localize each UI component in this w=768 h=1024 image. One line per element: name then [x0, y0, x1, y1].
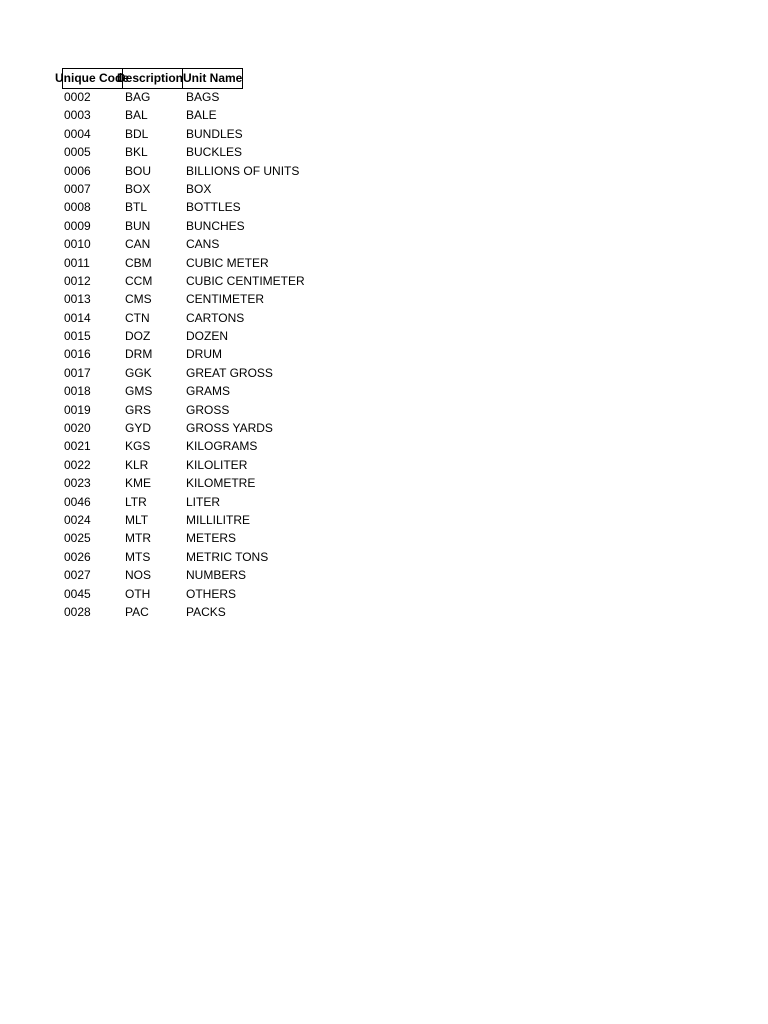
cell-unique-code[interactable]: 0009: [64, 218, 91, 233]
cell-description[interactable]: BOX: [125, 181, 151, 196]
table-row: [62, 217, 309, 235]
cell-unique-code[interactable]: 0015: [64, 329, 91, 344]
cell-description[interactable]: PAC: [125, 604, 149, 619]
cell-unique-code[interactable]: 0019: [64, 402, 91, 417]
table-row: [62, 345, 309, 363]
header-description[interactable]: Description: [122, 68, 183, 89]
cell-unit-name[interactable]: BILLIONS OF UNITS: [186, 163, 300, 178]
cell-description[interactable]: BDL: [125, 126, 149, 141]
cell-unique-code[interactable]: 0025: [64, 531, 91, 546]
table-row: [62, 235, 309, 253]
cell-unit-name[interactable]: CANS: [186, 237, 220, 252]
cell-unit-name[interactable]: CARTONS: [186, 310, 245, 325]
cell-unique-code[interactable]: 0026: [64, 549, 91, 564]
cell-unit-name[interactable]: BUNDLES: [186, 126, 243, 141]
cell-unique-code[interactable]: 0006: [64, 163, 91, 178]
cell-description[interactable]: BOU: [125, 163, 152, 178]
cell-unique-code[interactable]: 0028: [64, 604, 91, 619]
cell-description[interactable]: MTS: [125, 549, 151, 564]
cell-unit-name[interactable]: DOZEN: [186, 329, 228, 344]
table-row: [62, 474, 309, 492]
cell-unit-name[interactable]: METERS: [186, 531, 237, 546]
cell-unit-name[interactable]: OTHERS: [186, 586, 237, 601]
table-row: [62, 566, 309, 584]
table-row: [62, 382, 309, 400]
table-row: [62, 456, 309, 474]
header-row: [55, 68, 309, 89]
cell-unique-code[interactable]: 0045: [64, 586, 91, 601]
cell-description[interactable]: CMS: [125, 292, 152, 307]
table-row: [62, 548, 309, 566]
table-row: [62, 254, 309, 272]
cell-description[interactable]: BTL: [125, 200, 148, 215]
cell-unique-code[interactable]: 0027: [64, 568, 91, 583]
cell-description[interactable]: DOZ: [125, 329, 151, 344]
table-row: [62, 327, 309, 345]
cell-unit-name[interactable]: GROSS: [186, 402, 230, 417]
cell-unique-code[interactable]: 0013: [64, 292, 91, 307]
table-row: [62, 419, 309, 437]
cell-description[interactable]: BAG: [125, 90, 151, 104]
table-row: [62, 511, 309, 529]
table-row: [62, 309, 309, 327]
table-row: [62, 401, 309, 419]
cell-unit-name[interactable]: LITER: [186, 494, 221, 509]
table-row: [62, 493, 309, 511]
table-body: [62, 88, 309, 621]
cell-unique-code[interactable]: 0017: [64, 365, 91, 380]
cell-unit-name[interactable]: BUCKLES: [186, 145, 243, 160]
header-unique-code[interactable]: Unique Code: [62, 68, 123, 89]
cell-unique-code[interactable]: 0021: [64, 439, 91, 454]
cell-unique-code[interactable]: 0004: [64, 126, 91, 141]
cell-unit-name[interactable]: DRUM: [186, 347, 222, 362]
table-row: [62, 364, 309, 382]
cell-unit-name[interactable]: KILOMETRE: [186, 476, 256, 491]
cell-description[interactable]: MLT: [125, 512, 149, 527]
cell-description[interactable]: GGK: [125, 365, 152, 380]
cell-unique-code[interactable]: 0046: [64, 494, 91, 509]
table-row: [62, 437, 309, 455]
cell-unique-code[interactable]: 0012: [64, 273, 91, 288]
cell-description[interactable]: LTR: [125, 494, 147, 509]
cell-description[interactable]: CTN: [125, 310, 150, 325]
table-row: [62, 180, 309, 198]
cell-description[interactable]: CCM: [125, 273, 153, 288]
cell-unit-name[interactable]: BAGS: [186, 90, 220, 104]
cell-description[interactable]: KGS: [125, 439, 151, 454]
cell-unique-code[interactable]: 0022: [64, 457, 91, 472]
cell-description[interactable]: NOS: [125, 568, 152, 583]
cell-unique-code[interactable]: 0008: [64, 200, 91, 215]
table-row: [62, 162, 309, 180]
cell-unit-name[interactable]: BOTTLES: [186, 200, 241, 215]
cell-unique-code[interactable]: 0020: [64, 421, 91, 436]
table-row: [62, 585, 309, 603]
cell-unit-name[interactable]: BUNCHES: [186, 218, 245, 233]
cell-description[interactable]: BUN: [125, 218, 151, 233]
cell-unique-code[interactable]: 0010: [64, 237, 91, 252]
cell-description[interactable]: DRM: [125, 347, 153, 362]
cell-unit-name[interactable]: GREAT GROSS: [186, 365, 273, 380]
cell-unique-code[interactable]: 0016: [64, 347, 91, 362]
cell-description[interactable]: KME: [125, 476, 152, 491]
cell-unique-code[interactable]: 0002: [64, 90, 91, 104]
header-unit-name[interactable]: Unit Name: [182, 68, 243, 89]
cell-unit-name[interactable]: CUBIC CENTIMETER: [186, 273, 305, 288]
cell-unique-code[interactable]: 0011: [64, 255, 90, 270]
cell-description[interactable]: MTR: [125, 531, 151, 546]
cell-unit-name[interactable]: NUMBERS: [186, 568, 247, 583]
table-row: [62, 529, 309, 547]
cell-unique-code[interactable]: 0005: [64, 145, 91, 160]
table-row: [62, 603, 309, 621]
cell-description[interactable]: BAL: [125, 108, 148, 123]
cell-unit-name[interactable]: MILLILITRE: [186, 512, 251, 527]
cell-unit-name[interactable]: CUBIC METER: [186, 255, 269, 270]
table-row: [62, 272, 309, 290]
cell-unit-name[interactable]: GRAMS: [186, 384, 231, 399]
table-row: [62, 125, 309, 143]
table-row: [62, 106, 309, 124]
cell-unit-name[interactable]: GROSS YARDS: [186, 421, 273, 436]
cell-unique-code[interactable]: 0007: [64, 181, 91, 196]
cell-unit-name[interactable]: KILOGRAMS: [186, 439, 258, 454]
cell-unit-name[interactable]: CENTIMETER: [186, 292, 264, 307]
cell-unit-name[interactable]: PACKS: [186, 604, 226, 619]
cell-description[interactable]: GYD: [125, 421, 152, 436]
cell-unit-name[interactable]: BOX: [186, 181, 212, 196]
cell-description[interactable]: KLR: [125, 457, 149, 472]
cell-description[interactable]: GMS: [125, 384, 153, 399]
cell-unique-code[interactable]: 0003: [64, 108, 91, 123]
table-row: [62, 198, 309, 216]
cell-unique-code[interactable]: 0014: [64, 310, 91, 325]
cell-unit-name[interactable]: KILOLITER: [186, 457, 248, 472]
table-row: [62, 290, 309, 308]
cell-unique-code[interactable]: 0018: [64, 384, 91, 399]
cell-unique-code[interactable]: 0023: [64, 476, 91, 491]
cell-unique-code[interactable]: 0024: [64, 512, 91, 527]
cell-description[interactable]: OTH: [125, 586, 151, 601]
spreadsheet-table: [55, 68, 309, 621]
cell-description[interactable]: CBM: [125, 255, 152, 270]
cell-description[interactable]: GRS: [125, 402, 152, 417]
cell-unit-name[interactable]: METRIC TONS: [186, 549, 269, 564]
table-row: [62, 88, 309, 106]
table-row: [62, 143, 309, 161]
cell-unit-name[interactable]: BALE: [186, 108, 217, 123]
cell-description[interactable]: BKL: [125, 145, 148, 160]
cell-description[interactable]: CAN: [125, 237, 151, 252]
